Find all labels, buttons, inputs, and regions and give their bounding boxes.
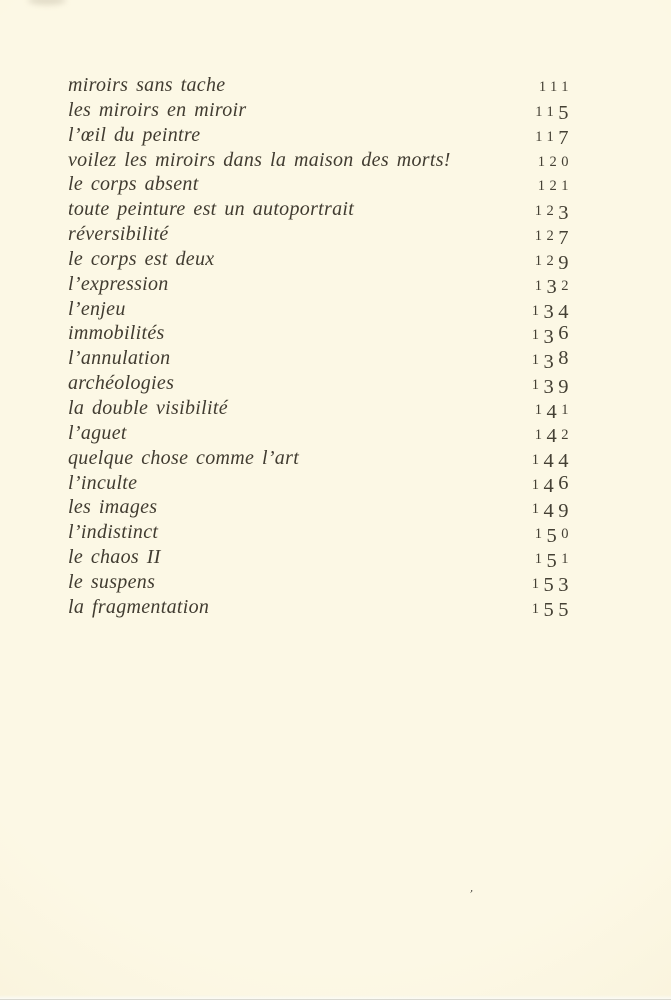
- entry-page-number: 120: [537, 153, 573, 170]
- toc-entry: [68, 496, 573, 521]
- toc-entry: [68, 521, 573, 546]
- entry-page-number: 141: [534, 400, 573, 423]
- entry-title: archéologies: [68, 372, 175, 395]
- entry-page-number: 136: [531, 322, 573, 349]
- entry-title: voilez les miroirs dans la maison des morts!: [68, 148, 451, 171]
- scan-smudge: [28, 0, 66, 5]
- entry-title: l’œil du peintre: [68, 123, 201, 146]
- entry-page-number: 142: [534, 425, 573, 448]
- toc-entry: [68, 273, 573, 298]
- entry-title: réversibilité: [68, 223, 169, 246]
- entry-title: l’indistinct: [68, 521, 159, 544]
- entry-page-number: 132: [534, 276, 573, 299]
- toc-entry: [68, 372, 573, 397]
- entry-page-number: 117: [535, 127, 573, 150]
- entry-page-number: 139: [531, 375, 573, 398]
- toc-entry: [68, 347, 573, 372]
- entry-page-number: 149: [531, 499, 573, 522]
- entry-title: l’aguet: [68, 421, 127, 444]
- entry-title: toute peinture est un autoportrait: [68, 198, 355, 221]
- toc-entry: [68, 422, 573, 447]
- entry-page-number: 129: [534, 251, 573, 274]
- page-bottom-edge: [0, 995, 671, 1000]
- entry-page-number: 127: [534, 226, 573, 249]
- ink-speck-icon: ’: [466, 887, 474, 901]
- toc-entry: [68, 447, 573, 472]
- toc-entry: [68, 596, 573, 621]
- toc-entry: [68, 248, 573, 273]
- entry-page-number: 155: [531, 599, 573, 622]
- toc-entry: [68, 124, 573, 149]
- toc-entry: [68, 397, 573, 422]
- entry-title: le corps est deux: [68, 247, 215, 270]
- entry-title: la double visibilité: [68, 396, 228, 419]
- entry-page-number: 123: [534, 201, 573, 224]
- entry-title: quelque chose comme l’art: [68, 446, 300, 469]
- entry-title: miroirs sans tache: [68, 74, 226, 96]
- entry-title: les miroirs en miroir: [68, 98, 247, 121]
- entry-title: le chaos II: [68, 546, 161, 569]
- entry-title: les images: [68, 496, 158, 519]
- entry-title: l’annulation: [68, 347, 171, 370]
- toc-entry: [68, 298, 573, 323]
- entry-title: l’inculte: [68, 471, 138, 494]
- entry-title: le corps absent: [68, 173, 199, 196]
- toc-entry: [68, 571, 573, 596]
- entry-title: le suspens: [68, 570, 156, 593]
- entry-page-number: 144: [531, 450, 573, 473]
- toc-entry: [68, 223, 573, 248]
- entry-title: l’enjeu: [68, 297, 126, 320]
- entry-page-number: 121: [537, 178, 573, 195]
- toc-entry: [68, 74, 573, 99]
- entry-title: l’expression: [68, 272, 169, 295]
- entry-title: immobilités: [68, 322, 165, 345]
- entry-page-number: 138: [531, 347, 573, 373]
- entry-page-number: 153: [531, 574, 573, 597]
- toc-entry: [68, 198, 573, 223]
- toc-entry: [68, 173, 573, 198]
- entry-page-number: 146: [531, 471, 573, 498]
- toc-entry: [68, 99, 573, 124]
- toc-entry: [68, 322, 573, 347]
- toc-entry: [68, 149, 573, 174]
- entry-page-number: 115: [535, 102, 573, 125]
- toc-entry: [68, 472, 573, 497]
- entry-page-number: 150: [534, 524, 573, 547]
- entry-page-number: 134: [531, 301, 573, 324]
- toc-entry: [68, 546, 573, 571]
- entry-page-number: 111: [538, 79, 573, 95]
- entry-title: la fragmentation: [68, 595, 210, 618]
- entry-page-number: 151: [534, 549, 573, 572]
- toc-list: [68, 74, 573, 621]
